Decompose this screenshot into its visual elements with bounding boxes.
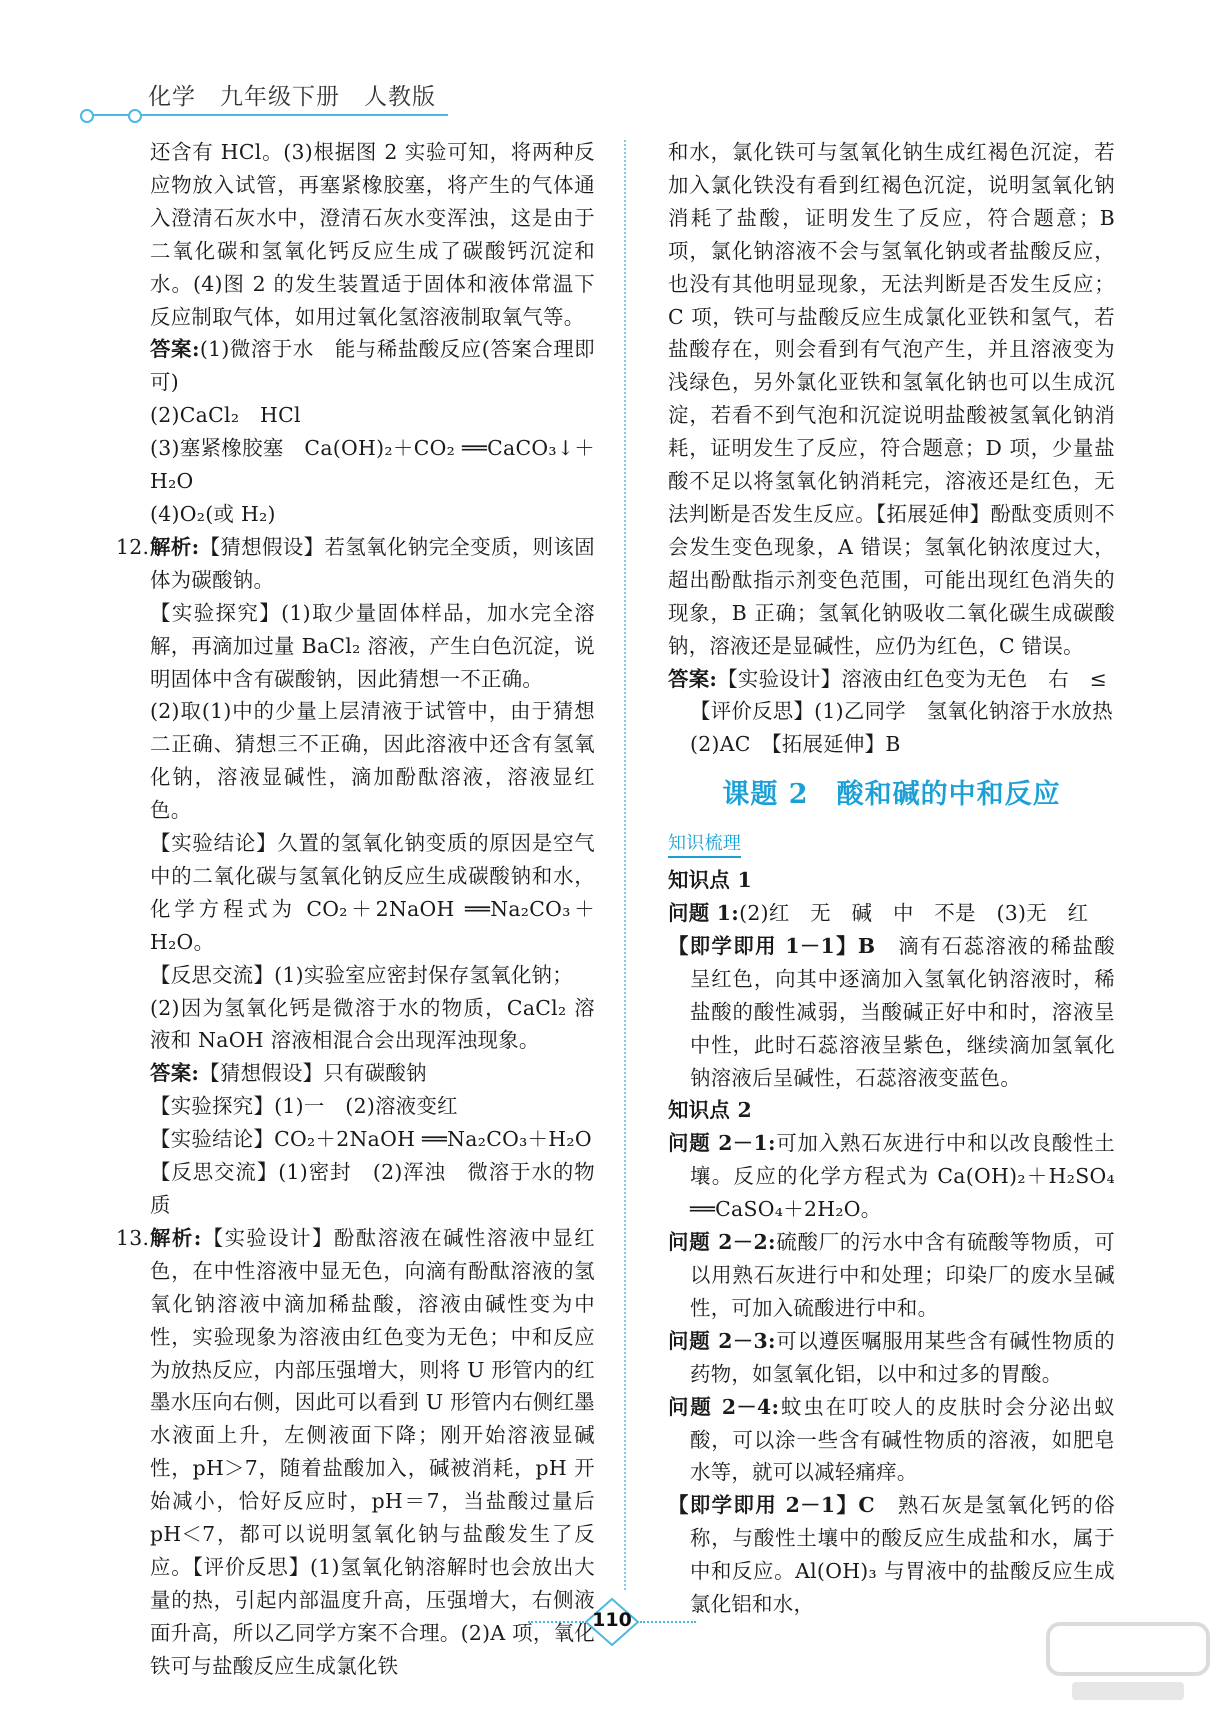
question-label: 问题 2－3: [668,1328,776,1353]
answer-line [668,663,1115,696]
knowledge-point-heading: 知识点 2 [668,1098,752,1123]
question-number: 12. [116,534,150,559]
analysis-text: 【猜想假设】若氢氧化钠完全变质，则该固体为碳酸钠。 [150,534,595,592]
question-12 [116,531,595,1222]
paragraph [150,531,595,597]
answer-label: 答案: [668,666,718,691]
question-line [668,1391,1115,1490]
practice-text: 滴有石蕊溶液的稀盐酸呈红色，向其中逐滴加入氢氧化钠溶液时，稀盐酸的酸性减弱，当酸碱正好中和时，溶液呈中性，此时石蕊溶液呈紫色，继续滴加氢氧化钠溶液后呈碱性，石蕊溶液变蓝色。 [690,933,1115,1090]
question-line [668,1127,1115,1226]
analysis-text: 【实验设计】酚酞溶液在碱性溶液中显红色，在中性溶液中显无色，向滴有酚酞溶液的氢氧化钠溶液中滴加稀盐酸，溶液由碱性变为中性，实验现象为溶液由红色变为无色；中和反应为放热反应，内部压强增大，则将 U 形管内的红墨水压向右侧，因此可以看到 U 形管内右侧红墨水液面上升，左侧液面下降；刚开始溶液显碱性，pH＞7，随着盐酸加入，碱被消耗，pH 开始减小，恰好反应时，pH＝7，当盐酸过量后 pH＜7，都可以说明氢氧化钠与盐酸发生了反应。【评价反思】(1)氢氧化钠溶解时也会放出大量的热，引起内部温度升高，压强增大，右侧液面升高，所以乙同学方案不合理。(2)A 项，氧化铁可与盐酸反应生成氯化铁 [150,1225,595,1678]
answer-line [150,1057,595,1090]
paragraph: (2)取(1)中的少量上层清液于试管中，由于猜想二正确、猜想三不正确，因此溶液中还含有氢氧化钠，溶液显碱性，滴加酚酞溶液，溶液显红色。 [150,699,595,823]
practice-item [668,1489,1115,1621]
answer-line: (2)AC 【拓展延伸】B [690,732,901,757]
page-number: 110 [592,1609,632,1631]
answer-line: 【实验结论】CO₂＋2NaOH ══Na₂CO₃＋H₂O [150,1127,592,1152]
practice-label: 【即学即用 1－1】B [668,933,876,958]
question-label: 问题 2－2: [668,1230,776,1255]
answer-line: 【评价反思】(1)乙同学 氢氧化钠溶于水放热 [690,699,1113,724]
answer-line: (3)塞紧橡胶塞 Ca(OH)₂＋CO₂ ══CaCO₃↓＋H₂O [150,436,595,494]
question-text: 可以遵医嘱服用某些含有碱性物质的药物，如氢氧化铝，以中和过多的胃酸。 [690,1328,1115,1386]
page-number-badge [528,1597,696,1647]
paragraph: (2)因为氢氧化钙是微溶于水的物质，CaCl₂ 溶液和 NaOH 溶液相混合会出现浑浊现象。 [150,995,595,1053]
question-line [668,1226,1115,1325]
answer-label: 答案: [150,1061,200,1086]
answer-text: 【实验设计】溶液由红色变为无色 右 ≤ [717,666,1108,691]
paragraph: 【实验探究】(1)取少量固体样品，加水完全溶解，再滴加过量 BaCl₂ 溶液，产生白色沉淀，说明固体中含有碳酸钠，因此猜想一不正确。 [150,600,595,691]
practice-text: 熟石灰是氢氧化钙的俗称，与酸性土壤中的酸反应生成盐和水，属于中和反应。Al(OH)₃ 与胃液中的盐酸反应生成氯化铝和水， [690,1493,1115,1617]
question-text: (2)红 无 碱 中 不是 (3)无 红 [739,901,1089,926]
column-divider [624,140,626,1590]
section-title: 课题 2 酸和碱的中和反应 [722,779,1061,811]
question-line [668,897,1115,930]
paragraph: 和水，氯化铁可与氢氧化钠生成红褐色沉淀，若加入氯化铁没有看到红褐色沉淀，说明氢氧化钠消耗了盐酸，证明发生了反应，符合题意；B 项，氯化钠溶液不会与氢氧化钠或者盐酸反应，也没有其他明显现象，无法判断是否发生反应；C 项，铁可与盐酸反应生成氯化亚铁和氢气，若盐酸存在，则会看到有气泡产生，并且溶液变为浅绿色，另外氯化亚铁和氢氧化钠也可以生成沉淀，若看不到气泡和沉淀说明盐酸被氢氧化钠消耗，证明发生了反应，符合题意；D 项，少量盐酸不足以将氢氧化钠消耗完，溶液还是红色，无法判断是否发生反应。【拓展延伸】酚酞变质则不会发生变色现象，A 错误；氢氧化钠浓度过大，超出酚酞指示剂变色范围，可能出现红色消失的现象，B 正确；氢氧化钠吸收二氧化碳生成碳酸钠，溶液还是显碱性，应仍为红色，C 错误。 [668,140,1115,658]
watermark-logo-icon [1042,1618,1214,1710]
left-column [116,136,595,1683]
header-rule [88,114,448,116]
question-line [668,1325,1115,1391]
question-text: 可加入熟石灰进行中和以改良酸性土壤。反应的化学方程式为 Ca(OH)₂＋H₂SO₄ ══CaSO₄＋2H₂O。 [690,1131,1115,1222]
header-dot-icon [128,109,142,123]
paragraph: 还含有 HCl。(3)根据图 2 实验可知，将两种反应物放入试管，再塞紧橡胶塞，将产生的气体通入澄清石灰水中，澄清石灰水变浑浊，这是由于二氧化碳和氢氧化钙反应生成了碳酸钙沉淀和水。(4)图 2 的发生装置适于固体和液体常温下反应制取气体，如用过氧化氢溶液制取氧气等。 [150,140,595,329]
knowledge-point-heading: 知识点 1 [668,868,752,893]
question-label: 问题 1: [668,901,740,926]
question-label: 问题 2－1: [668,1131,776,1156]
section-tag: 知识梳理 [668,832,741,858]
question-number: 13. [116,1225,150,1250]
practice-item [668,930,1115,1095]
question-text: 硫酸厂的污水中含有硫酸等物质，可以用熟石灰进行中和处理；印染厂的废水呈碱性，可加入硫酸进行中和。 [690,1230,1115,1320]
right-column [668,136,1115,1621]
page-number-dots-left [528,1621,584,1623]
header-title: 化学 九年级下册 人教版 [148,84,436,110]
paragraph: 【反思交流】(1)实验室应密封保存氢氧化钠； [150,962,573,987]
paragraph: 【实验结论】久置的氢氧化钠变质的原因是空气中的二氧化碳与氢氧化钠反应生成碳酸钠和水，化学方程式为 CO₂＋2NaOH ══Na₂CO₃＋H₂O。 [150,831,595,954]
analysis-label: 解析: [150,534,200,559]
practice-label: 【即学即用 2－1】C [668,1493,875,1518]
answer-text: (1)微溶于水 能与稀盐酸反应(答案合理即可) [150,337,595,395]
header-dot-icon [80,109,94,123]
analysis-label: 解析: [150,1225,202,1250]
answer-line: (4)O₂(或 H₂) [150,501,276,526]
page-number-dots-right [640,1621,696,1623]
answer-line [150,333,595,399]
answer-text: 【猜想假设】只有碳酸钠 [199,1061,427,1086]
question-label: 问题 2－4: [668,1394,780,1419]
page-header [0,0,1224,130]
question-text: 蚊虫在叮咬人的皮肤时会分泌出蚁酸，可以涂一些含有碱性物质的溶液，如肥皂水等，就可以减轻痛痒。 [690,1394,1116,1485]
answer-label: 答案: [150,337,200,362]
answer-line: 【反思交流】(1)密封 (2)浑浊 微溶于水的物质 [150,1160,595,1217]
answer-line: (2)CaCl₂ HCl [150,403,301,428]
answer-line: 【实验探究】(1)一 (2)溶液变红 [150,1094,458,1119]
